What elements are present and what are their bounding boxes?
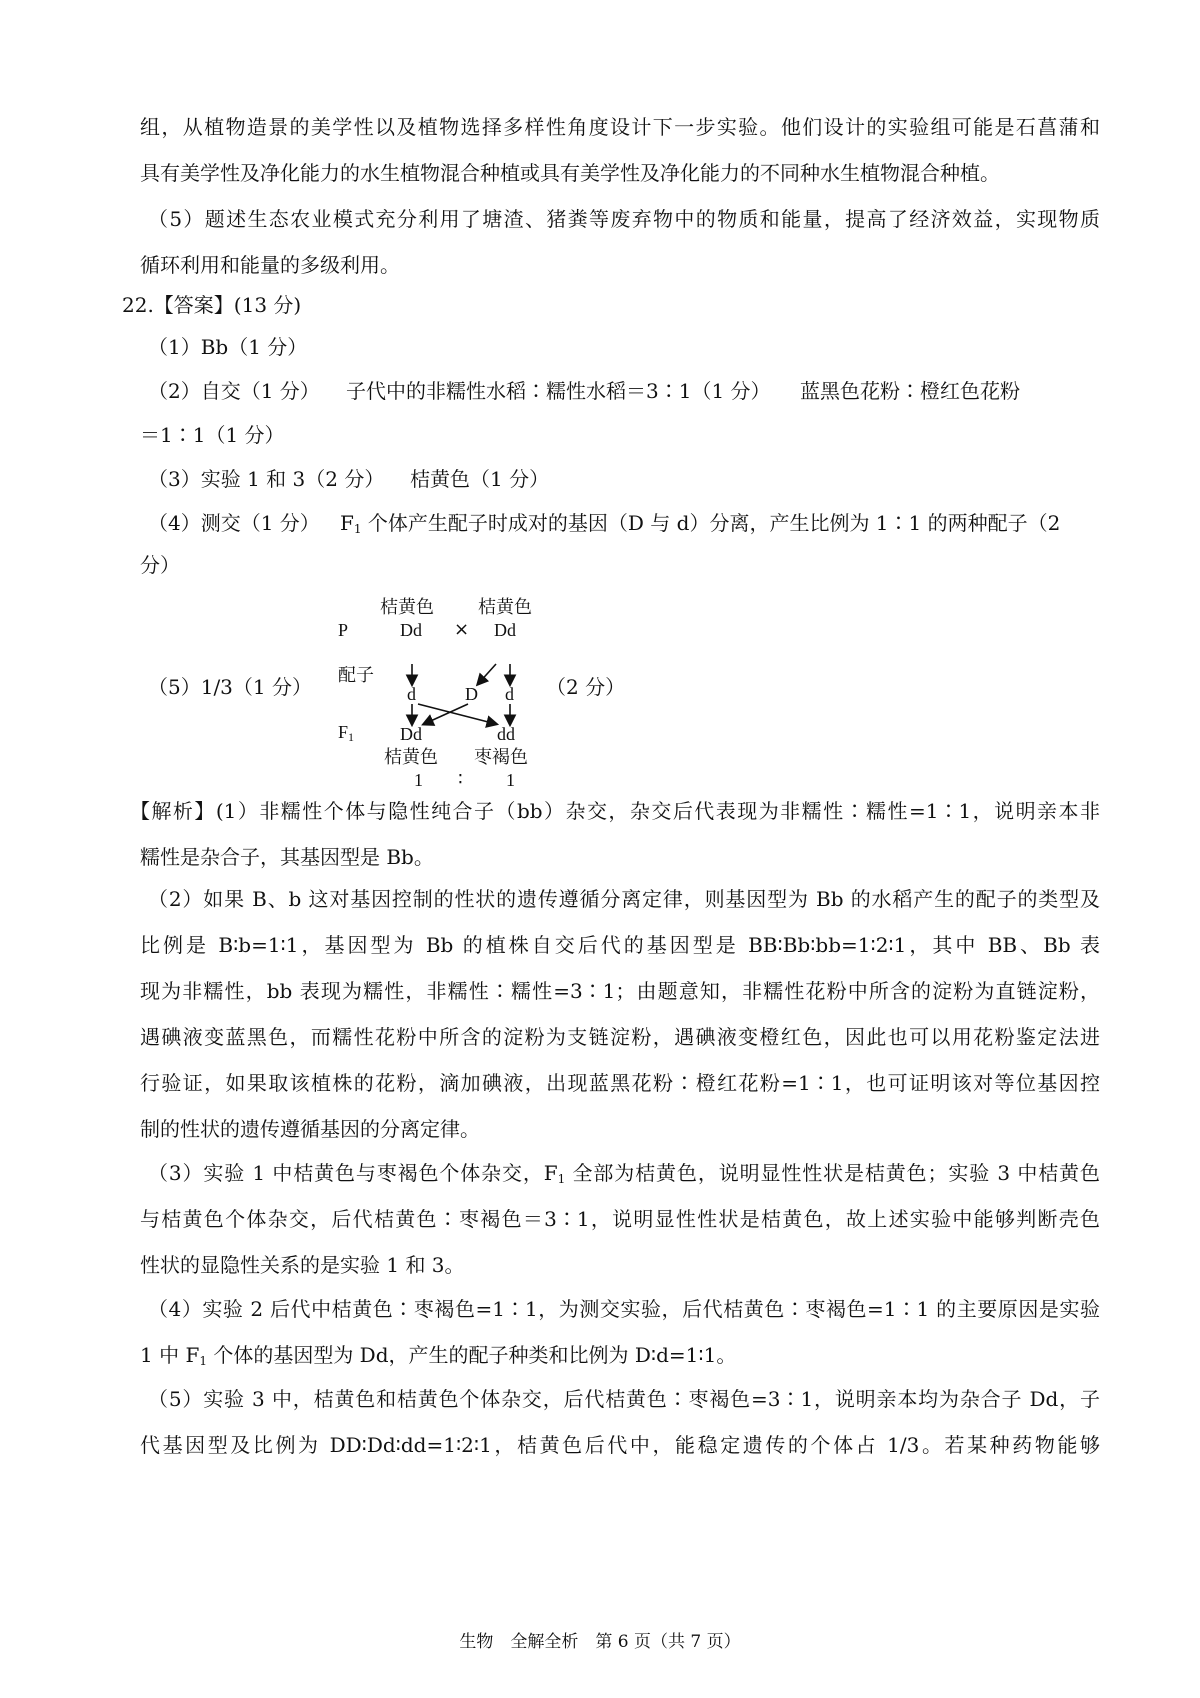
arrow-p2-to-D xyxy=(478,664,496,684)
f1-subscript: 1 xyxy=(348,730,355,744)
answer-1: （1）Bb（1 分） xyxy=(148,335,308,359)
analysis-line: 代基因型及比例为 DD∶Dd∶dd=1∶2∶1，桔黄色后代中，能稳定遗传的个体占 1/3。若某种药物能够 xyxy=(140,1433,1100,1457)
analysis-line: 制的性状的遗传遵循基因的分离定律。 xyxy=(140,1117,480,1141)
analysis-line xyxy=(148,1158,1100,1188)
answer-2 xyxy=(148,376,1100,406)
answer-5: （5）1/3（1 分） xyxy=(148,675,312,699)
analysis-line: （5）实验 3 中，桔黄色和桔黄色个体杂交，后代桔黄色∶枣褐色=3∶1，说明亲本均为杂合子 Dd，子 xyxy=(148,1387,1100,1411)
question-number-22: 22.【答案】(13 分) xyxy=(122,293,302,317)
cross-symbol: × xyxy=(454,619,470,640)
analysis-line: 行验证，如果取该植株的花粉，滴加碘液，出现蓝黑花粉∶橙红花粉=1∶1，也可证明该对等位基因控 xyxy=(140,1071,1100,1095)
answer-3-part: 桔黄色（1 分） xyxy=(410,467,550,491)
answer-4-continued: 分） xyxy=(140,553,180,577)
parent1-phenotype: 桔黄色 xyxy=(380,597,434,618)
answer-4-text: 个体产生配子时成对的基因（D 与 d）分离，产生比例为 1∶1 的两种配子（2 xyxy=(361,511,1061,535)
analysis-4-text: 1 中 F xyxy=(140,1343,200,1367)
offspring1-phenotype: 桔黄色 xyxy=(384,747,438,768)
gamete-label: 配子 xyxy=(338,665,374,686)
answer-3-part: （3）实验 1 和 3（2 分） xyxy=(148,467,385,491)
paragraph-line: 具有美学性及净化能力的水生植物混合种植或具有美学性及净化能力的不同种水生植物混合种植。 xyxy=(140,161,1000,185)
gamete-d: d xyxy=(407,684,416,704)
ratio-colon: ∶ xyxy=(458,769,463,790)
analysis-line: 现为非糯性，bb 表现为糯性，非糯性∶糯性=3∶1；由题意知，非糯性花粉中所含的淀粉为直链淀粉， xyxy=(140,979,1100,1003)
answer-2-part: 蓝黑色花粉∶橙红色花粉 xyxy=(800,379,1020,403)
analysis-line xyxy=(140,1340,1100,1370)
answer-2-part: （2）自交（1 分） xyxy=(148,379,320,403)
parent2-genotype: Dd xyxy=(494,620,516,640)
offspring1-genotype: Dd xyxy=(400,724,422,744)
analysis-line: 【解析】(1）非糯性个体与隐性纯合子（bb）杂交，杂交后代表现为非糯性∶糯性=1∶1，说明亲本非 xyxy=(130,799,1100,823)
f1-subscript: 1 xyxy=(353,522,362,536)
answer-5-score: （2 分） xyxy=(546,675,626,699)
ratio-left: 1 xyxy=(414,770,423,790)
analysis-line: （4）实验 2 后代中桔黄色∶枣褐色=1∶1，为测交实验，后代桔黄色∶枣褐色=1∶1 的主要原因是实验 xyxy=(148,1297,1100,1321)
p-label: P xyxy=(338,620,349,640)
answer-2-continued: ＝1∶1（1 分） xyxy=(140,423,285,447)
analysis-3-text: 全部为桔黄色，说明显性性状是桔黄色；实验 3 中桔黄色 xyxy=(565,1161,1100,1185)
analysis-line: （2）如果 B、b 这对基因控制的性状的遗传遵循分离定律，则基因型为 Bb 的水稻产生的配子的类型及 xyxy=(148,887,1100,911)
answer-4-part xyxy=(340,508,1060,538)
analysis-line: 性状的显隐性关系的是实验 1 和 3。 xyxy=(140,1253,465,1277)
gamete-D: D xyxy=(465,684,478,704)
paragraph-line: 循环利用和能量的多级利用。 xyxy=(140,253,400,277)
answer-2-part: 子代中的非糯性水稻∶糯性水稻＝3∶1（1 分） xyxy=(346,379,771,403)
f1-letter: F xyxy=(338,722,349,742)
answer-4 xyxy=(148,508,1100,538)
parent2-phenotype: 桔黄色 xyxy=(478,597,532,618)
answer-4-part: （4）测交（1 分） xyxy=(148,511,320,535)
offspring2-genotype: dd xyxy=(497,724,515,744)
page-footer: 生物 全解全析 第 6 页（共 7 页） xyxy=(459,1632,741,1652)
f1-label xyxy=(338,722,354,742)
answer-3 xyxy=(148,464,1100,494)
ratio-right: 1 xyxy=(506,770,515,790)
analysis-line: 遇碘液变蓝黑色，而糯性花粉中所含的淀粉为支链淀粉，遇碘液变橙红色，因此也可以用花粉鉴定法进 xyxy=(140,1025,1100,1049)
offspring2-phenotype: 枣褐色 xyxy=(474,747,528,768)
analysis-4-text: 个体的基因型为 Dd，产生的配子种类和比例为 D∶d=1∶1。 xyxy=(206,1343,737,1367)
f1-symbol: F xyxy=(340,511,354,535)
analysis-line: 比例是 B∶b=1∶1，基因型为 Bb 的植株自交后代的基因型是 BB∶Bb∶bb=1∶2∶1，其中 BB、Bb 表 xyxy=(140,933,1100,957)
paragraph-line: （5）题述生态农业模式充分利用了塘渣、猪粪等废弃物中的物质和能量，提高了经济效益，实现物质 xyxy=(148,207,1100,231)
gamete-d: d xyxy=(505,684,514,704)
analysis-3-text: （3）实验 1 中桔黄色与枣褐色个体杂交，F xyxy=(148,1161,558,1185)
analysis-line: 糯性是杂合子，其基因型是 Bb。 xyxy=(140,845,434,869)
analysis-line: 与桔黄色个体杂交，后代桔黄色∶枣褐色＝3∶1，说明显性性状是桔黄色，故上述实验中能够判断壳色 xyxy=(140,1207,1100,1231)
f1-subscript: 1 xyxy=(199,1354,207,1368)
f1-subscript: 1 xyxy=(557,1172,566,1186)
parent1-genotype: Dd xyxy=(400,620,422,640)
paragraph-line: 组，从植物造景的美学性以及植物选择多样性角度设计下一步实验。他们设计的实验组可能是石菖蒲和 xyxy=(140,115,1100,139)
